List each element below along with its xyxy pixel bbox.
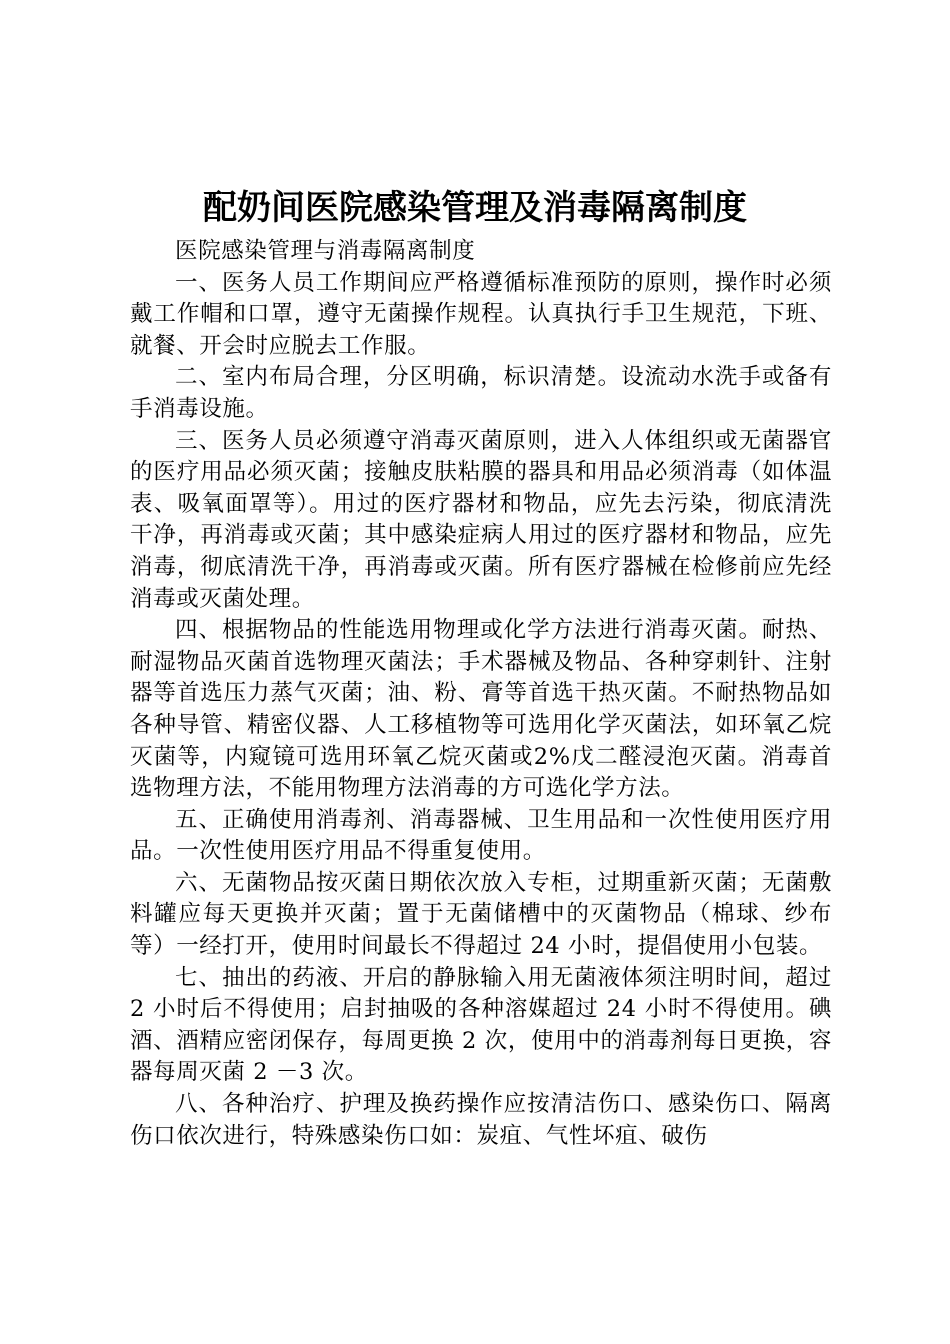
document-title: 配奶间医院感染管理及消毒隔离制度	[203, 188, 747, 228]
document-body	[130, 236, 832, 1152]
paragraph-7: 七、抽出的药液、开启的静脉输入用无菌液体须注明时间，超过 2 小时后不得使用；启封抽吸的各种溶媒超过 24 小时不得使用。碘酒、酒精应密闭保存，每周更换 2 次，使用中的消毒剂每日更换，容器每周灭菌 2 －3 次。	[130, 964, 832, 1086]
paragraph-3: 三、医务人员必须遵守消毒灭菌原则，进入人体组织或无菌器官的医疗用品必须灭菌；接触皮肤粘膜的器具和用品必须消毒（如体温表、吸氧面罩等）。用过的医疗器材和物品，应先去污染，彻底清洗干净，再消毒或灭菌；其中感染症病人用过的医疗器材和物品，应先消毒，彻底清洗干净，再消毒或灭菌。所有医疗器械在检修前应先经消毒或灭菌处理。	[130, 427, 832, 612]
paragraph-4: 四、根据物品的性能选用物理或化学方法进行消毒灭菌。耐热、耐湿物品灭菌首选物理灭菌法；手术器械及物品、各种穿刺针、注射器等首选压力蒸气灭菌；油、粉、膏等首选干热灭菌。不耐热物品如各种导管、精密仪器、人工移植物等可选用化学灭菌法，如环氧乙烷灭菌等，内窥镜可选用环氧乙烷灭菌或2%戊二醛浸泡灭菌。消毒首选物理方法，不能用物理方法消毒的方可选化学方法。	[130, 617, 832, 802]
paragraph-2: 二、室内布局合理，分区明确，标识清楚。设流动水洗手或备有手消毒设施。	[130, 364, 832, 422]
paragraph-8: 八、各种治疗、护理及换药操作应按清洁伤口、感染伤口、隔离伤口依次进行，特殊感染伤口如：炭疽、气性坏疽、破伤	[130, 1091, 832, 1149]
paragraph-6: 六、无菌物品按灭菌日期依次放入专柜，过期重新灭菌；无菌敷料罐应每天更换并灭菌；置于无菌储槽中的灭菌物品（棉球、纱布等）一经打开，使用时间最长不得超过 24 小时，提倡使用小包装。	[130, 869, 832, 960]
document-subtitle: 医院感染管理与消毒隔离制度	[175, 238, 476, 264]
paragraph-5: 五、正确使用消毒剂、消毒器械、卫生用品和一次性使用医疗用品。一次性使用医疗用品不得重复使用。	[130, 806, 832, 865]
paragraph-1: 一、医务人员工作期间应严格遵循标准预防的原则，操作时必须戴工作帽和口罩，遵守无菌操作规程。认真执行手卫生规范，下班、就餐、开会时应脱去工作服。	[130, 269, 832, 359]
